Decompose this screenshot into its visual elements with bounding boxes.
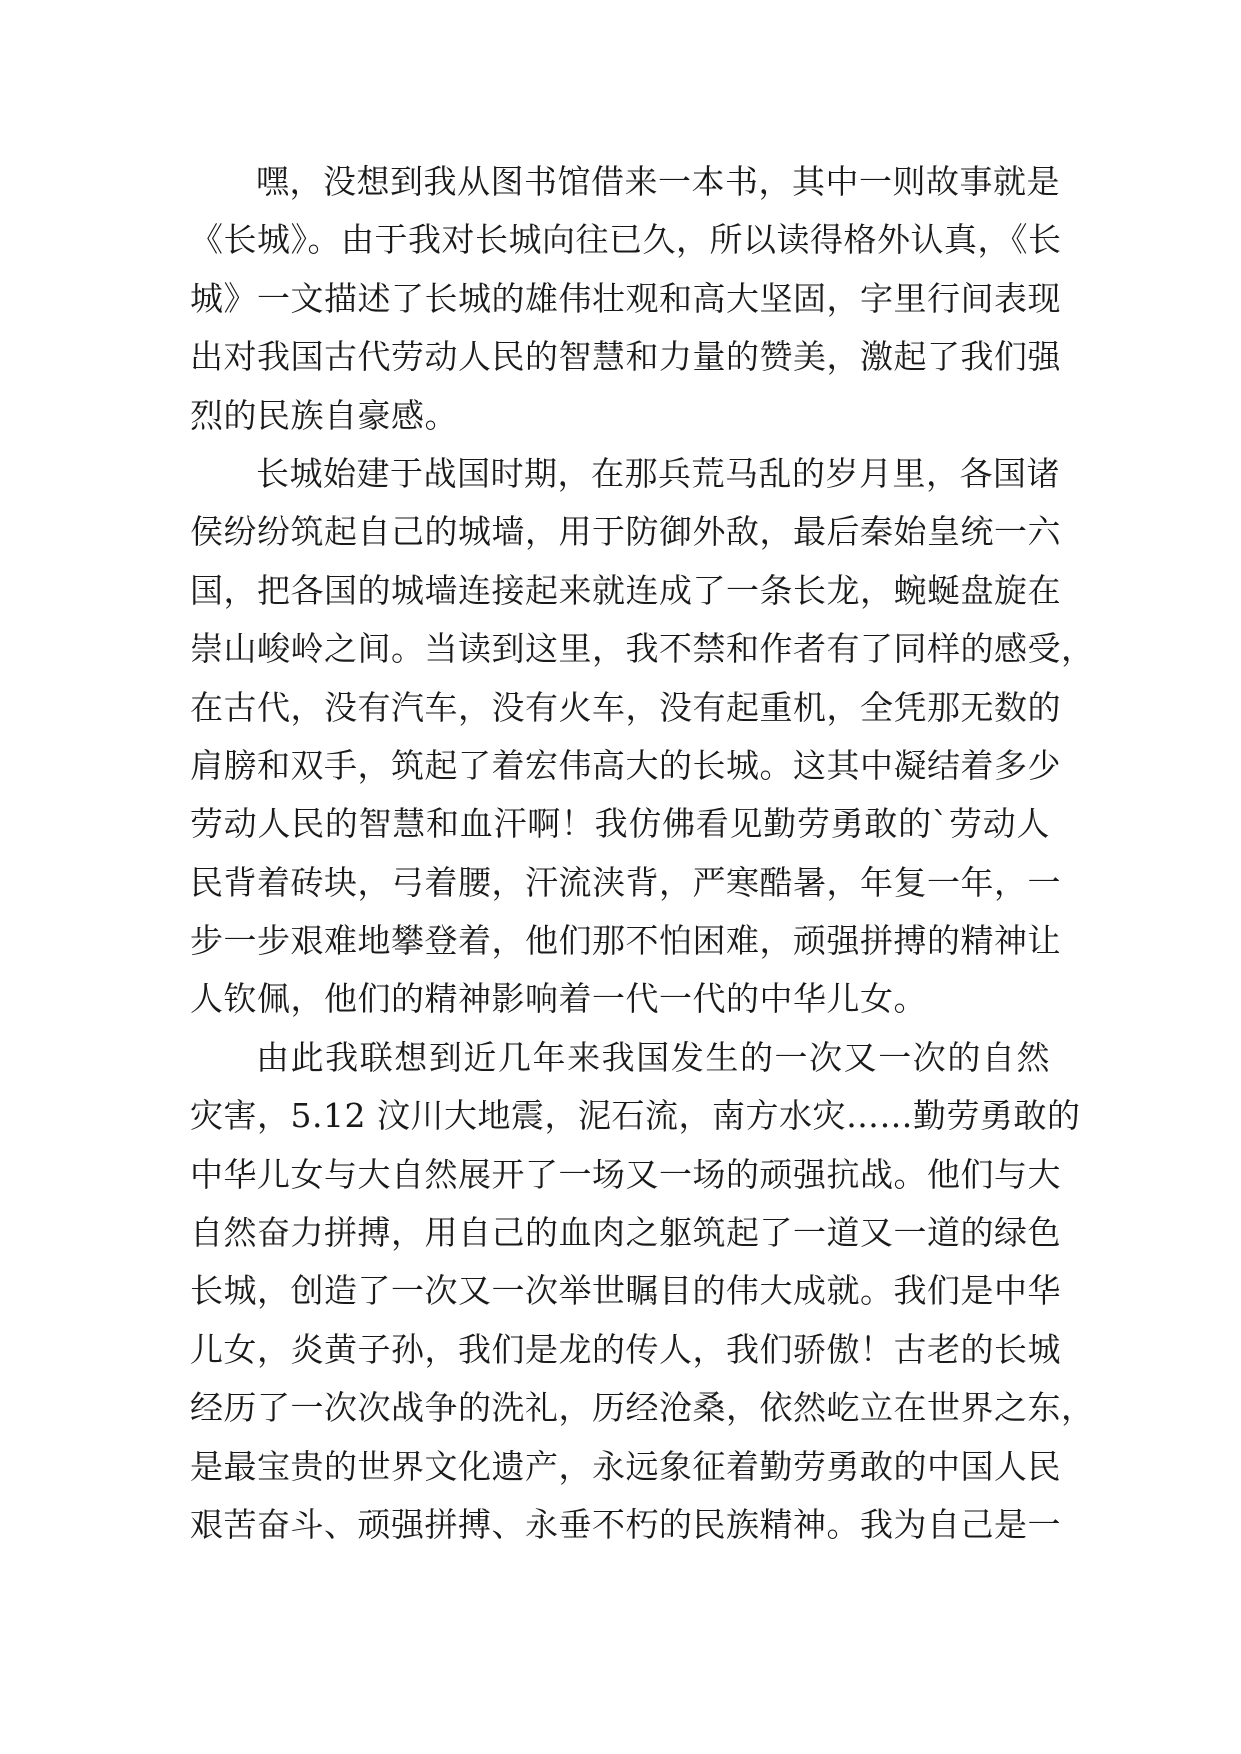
paragraph-line: 城》一文描述了长城的雄伟壮观和高大坚固，字里行间表现 bbox=[190, 278, 1061, 318]
paragraph-line: 劳动人民的智慧和血汗啊！我仿佛看见勤劳勇敢的`劳动人 bbox=[190, 804, 1050, 844]
paragraph-line: 《长城》。由于我对长城向往已久，所以读得格外认真，《长 bbox=[190, 220, 1062, 260]
paragraph-line: 嘿，没想到我从图书馆借来一本书，其中一则故事就是 bbox=[256, 162, 1060, 201]
paragraph-line: 国，把各国的城墙连接起来就连成了一条长龙，蜿蜒盘旋在 bbox=[190, 570, 1061, 610]
paragraph-line: 肩膀和双手，筑起了着宏伟高大的长城。这其中凝结着多少 bbox=[190, 745, 1061, 785]
paragraph-line: 民背着砖块，弓着腰，汗流浃背，严寒酷暑，年复一年，一 bbox=[190, 862, 1061, 902]
paragraph-line: 在古代，没有汽车，没有火车，没有起重机，全凭那无数的 bbox=[190, 687, 1061, 727]
paragraph-line: 艰苦奋斗、顽强拼搏、永垂不朽的民族精神。我为自己是一 bbox=[190, 1504, 1061, 1544]
paragraph-line: 出对我国古代劳动人民的智慧和力量的赞美，激起了我们强 bbox=[190, 337, 1061, 377]
paragraph-line: 中华儿女与大自然展开了一场又一场的顽强抗战。他们与大 bbox=[190, 1154, 1061, 1194]
paragraph-line: 人钦佩，他们的精神影响着一代一代的中华儿女。 bbox=[190, 979, 927, 1019]
document-body bbox=[190, 153, 1095, 1554]
paragraph-line: 由此我联想到近几年来我国发生的一次又一次的自然 bbox=[256, 1037, 1050, 1077]
paragraph-line: 自然奋力拼搏，用自己的血肉之躯筑起了一道又一道的绿色 bbox=[190, 1213, 1061, 1253]
paragraph-line: 灾害，5.12 汶川大地震，泥石流，南方水灾……勤劳勇敢的 bbox=[190, 1096, 1081, 1136]
paragraph-line: 经历了一次次战争的洗礼，历经沧桑，依然屹立在世界之东， bbox=[190, 1388, 1095, 1428]
paragraph-line: 是最宝贵的世界文化遗产，永远象征着勤劳勇敢的中国人民 bbox=[190, 1446, 1061, 1486]
paragraph-line: 侯纷纷筑起自己的城墙，用于防御外敌，最后秦始皇统一六 bbox=[190, 512, 1061, 552]
paragraph-line: 步一步艰难地攀登着，他们那不怕困难，顽强拼搏的精神让 bbox=[190, 921, 1061, 961]
paragraph-line: 长城，创造了一次又一次举世瞩目的伟大成就。我们是中华 bbox=[190, 1271, 1061, 1311]
paragraph-line: 烈的民族自豪感。 bbox=[190, 395, 458, 435]
paragraph-line: 儿女，炎黄子孙，我们是龙的传人，我们骄傲！古老的长城 bbox=[190, 1329, 1061, 1369]
paragraph-line: 长城始建于战国时期，在那兵荒马乱的岁月里，各国诸 bbox=[256, 453, 1060, 493]
paragraph-line: 崇山峻岭之间。当读到这里，我不禁和作者有了同样的感受， bbox=[190, 629, 1095, 669]
